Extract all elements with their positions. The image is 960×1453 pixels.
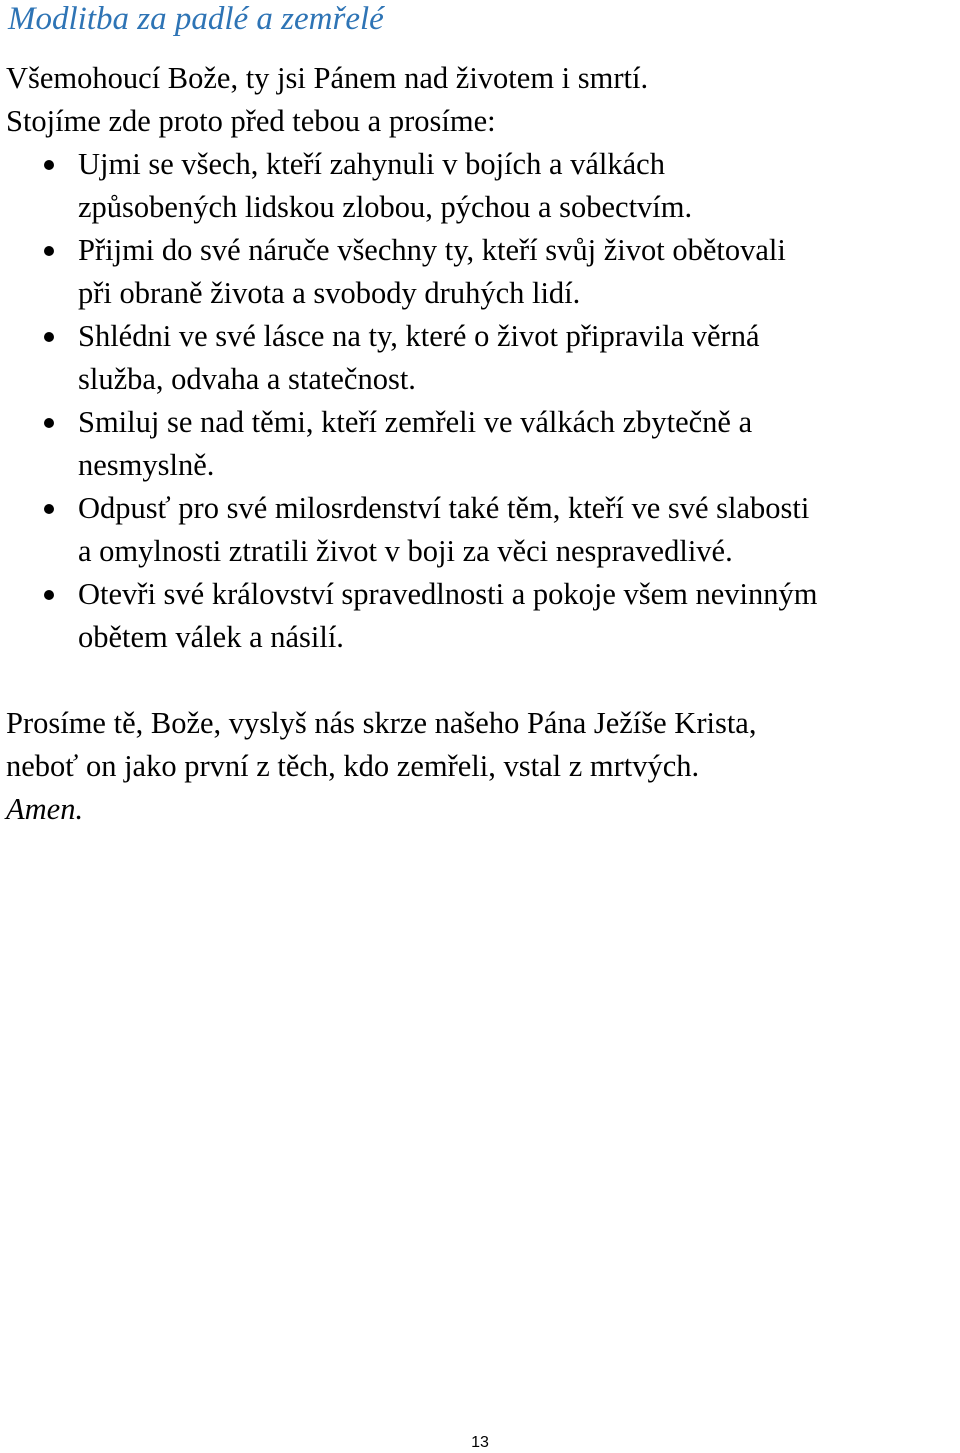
bullet-icon: [44, 246, 54, 256]
list-item: [6, 143, 958, 229]
amen-text: Amen.: [6, 792, 84, 826]
page-title: Modlitba za padlé a zemřelé: [8, 1, 384, 37]
petition-text: [78, 401, 958, 487]
prayer-body: [6, 57, 958, 831]
page-number: 13: [471, 1434, 489, 1451]
intro-line: Stojíme zde proto před tebou a prosíme:: [6, 104, 496, 138]
petition-line: Otevři své království spravedlnosti a pokoje všem nevinným: [78, 577, 818, 611]
list-item: [6, 315, 958, 401]
list-item: [6, 573, 958, 659]
petition-line: Ujmi se všech, kteří zahynuli v bojích a válkách: [78, 147, 665, 181]
closing-line: neboť on jako první z těch, kdo zemřeli, vstal z mrtvých.: [6, 749, 700, 783]
bullet-icon: [44, 160, 54, 170]
list-item: [6, 229, 958, 315]
petition-line: při obraně života a svobody druhých lidí.: [78, 276, 581, 310]
closing-line: Prosíme tě, Bože, vyslyš nás skrze našeho Pána Ježíše Krista,: [6, 706, 757, 740]
petition-line: služba, odvaha a statečnost.: [78, 362, 416, 396]
petition-line: Odpusť pro své milosrdenství také těm, kteří ve své slabosti: [78, 491, 810, 525]
petition-text: [78, 229, 958, 315]
intro-line: Všemohoucí Bože, ty jsi Pánem nad životem i smrtí.: [6, 61, 649, 95]
petition-text: [78, 315, 958, 401]
bullet-icon: [44, 504, 54, 514]
petition-line: Shlédni ve své lásce na ty, které o život připravila věrná: [78, 319, 760, 353]
petition-list: [6, 143, 958, 659]
bullet-icon: [44, 418, 54, 428]
closing-paragraph: [6, 702, 958, 831]
petition-line: způsobených lidskou zlobou, pýchou a sobectvím.: [78, 190, 693, 224]
bullet-icon: [44, 590, 54, 600]
petition-text: [78, 573, 958, 659]
list-item: [6, 401, 958, 487]
petition-line: Smiluj se nad těmi, kteří zemřeli ve válkách zbytečně a: [78, 405, 753, 439]
bullet-icon: [44, 332, 54, 342]
petition-line: a omylnosti ztratili život v boji za věci nespravedlivé.: [78, 534, 733, 568]
petition-line: obětem válek a násilí.: [78, 620, 344, 654]
list-item: [6, 487, 958, 573]
petition-line: nesmyslně.: [78, 448, 215, 482]
petition-line: Přijmi do své náruče všechny ty, kteří svůj život obětovali: [78, 233, 786, 267]
petition-text: [78, 487, 958, 573]
petition-text: [78, 143, 958, 229]
